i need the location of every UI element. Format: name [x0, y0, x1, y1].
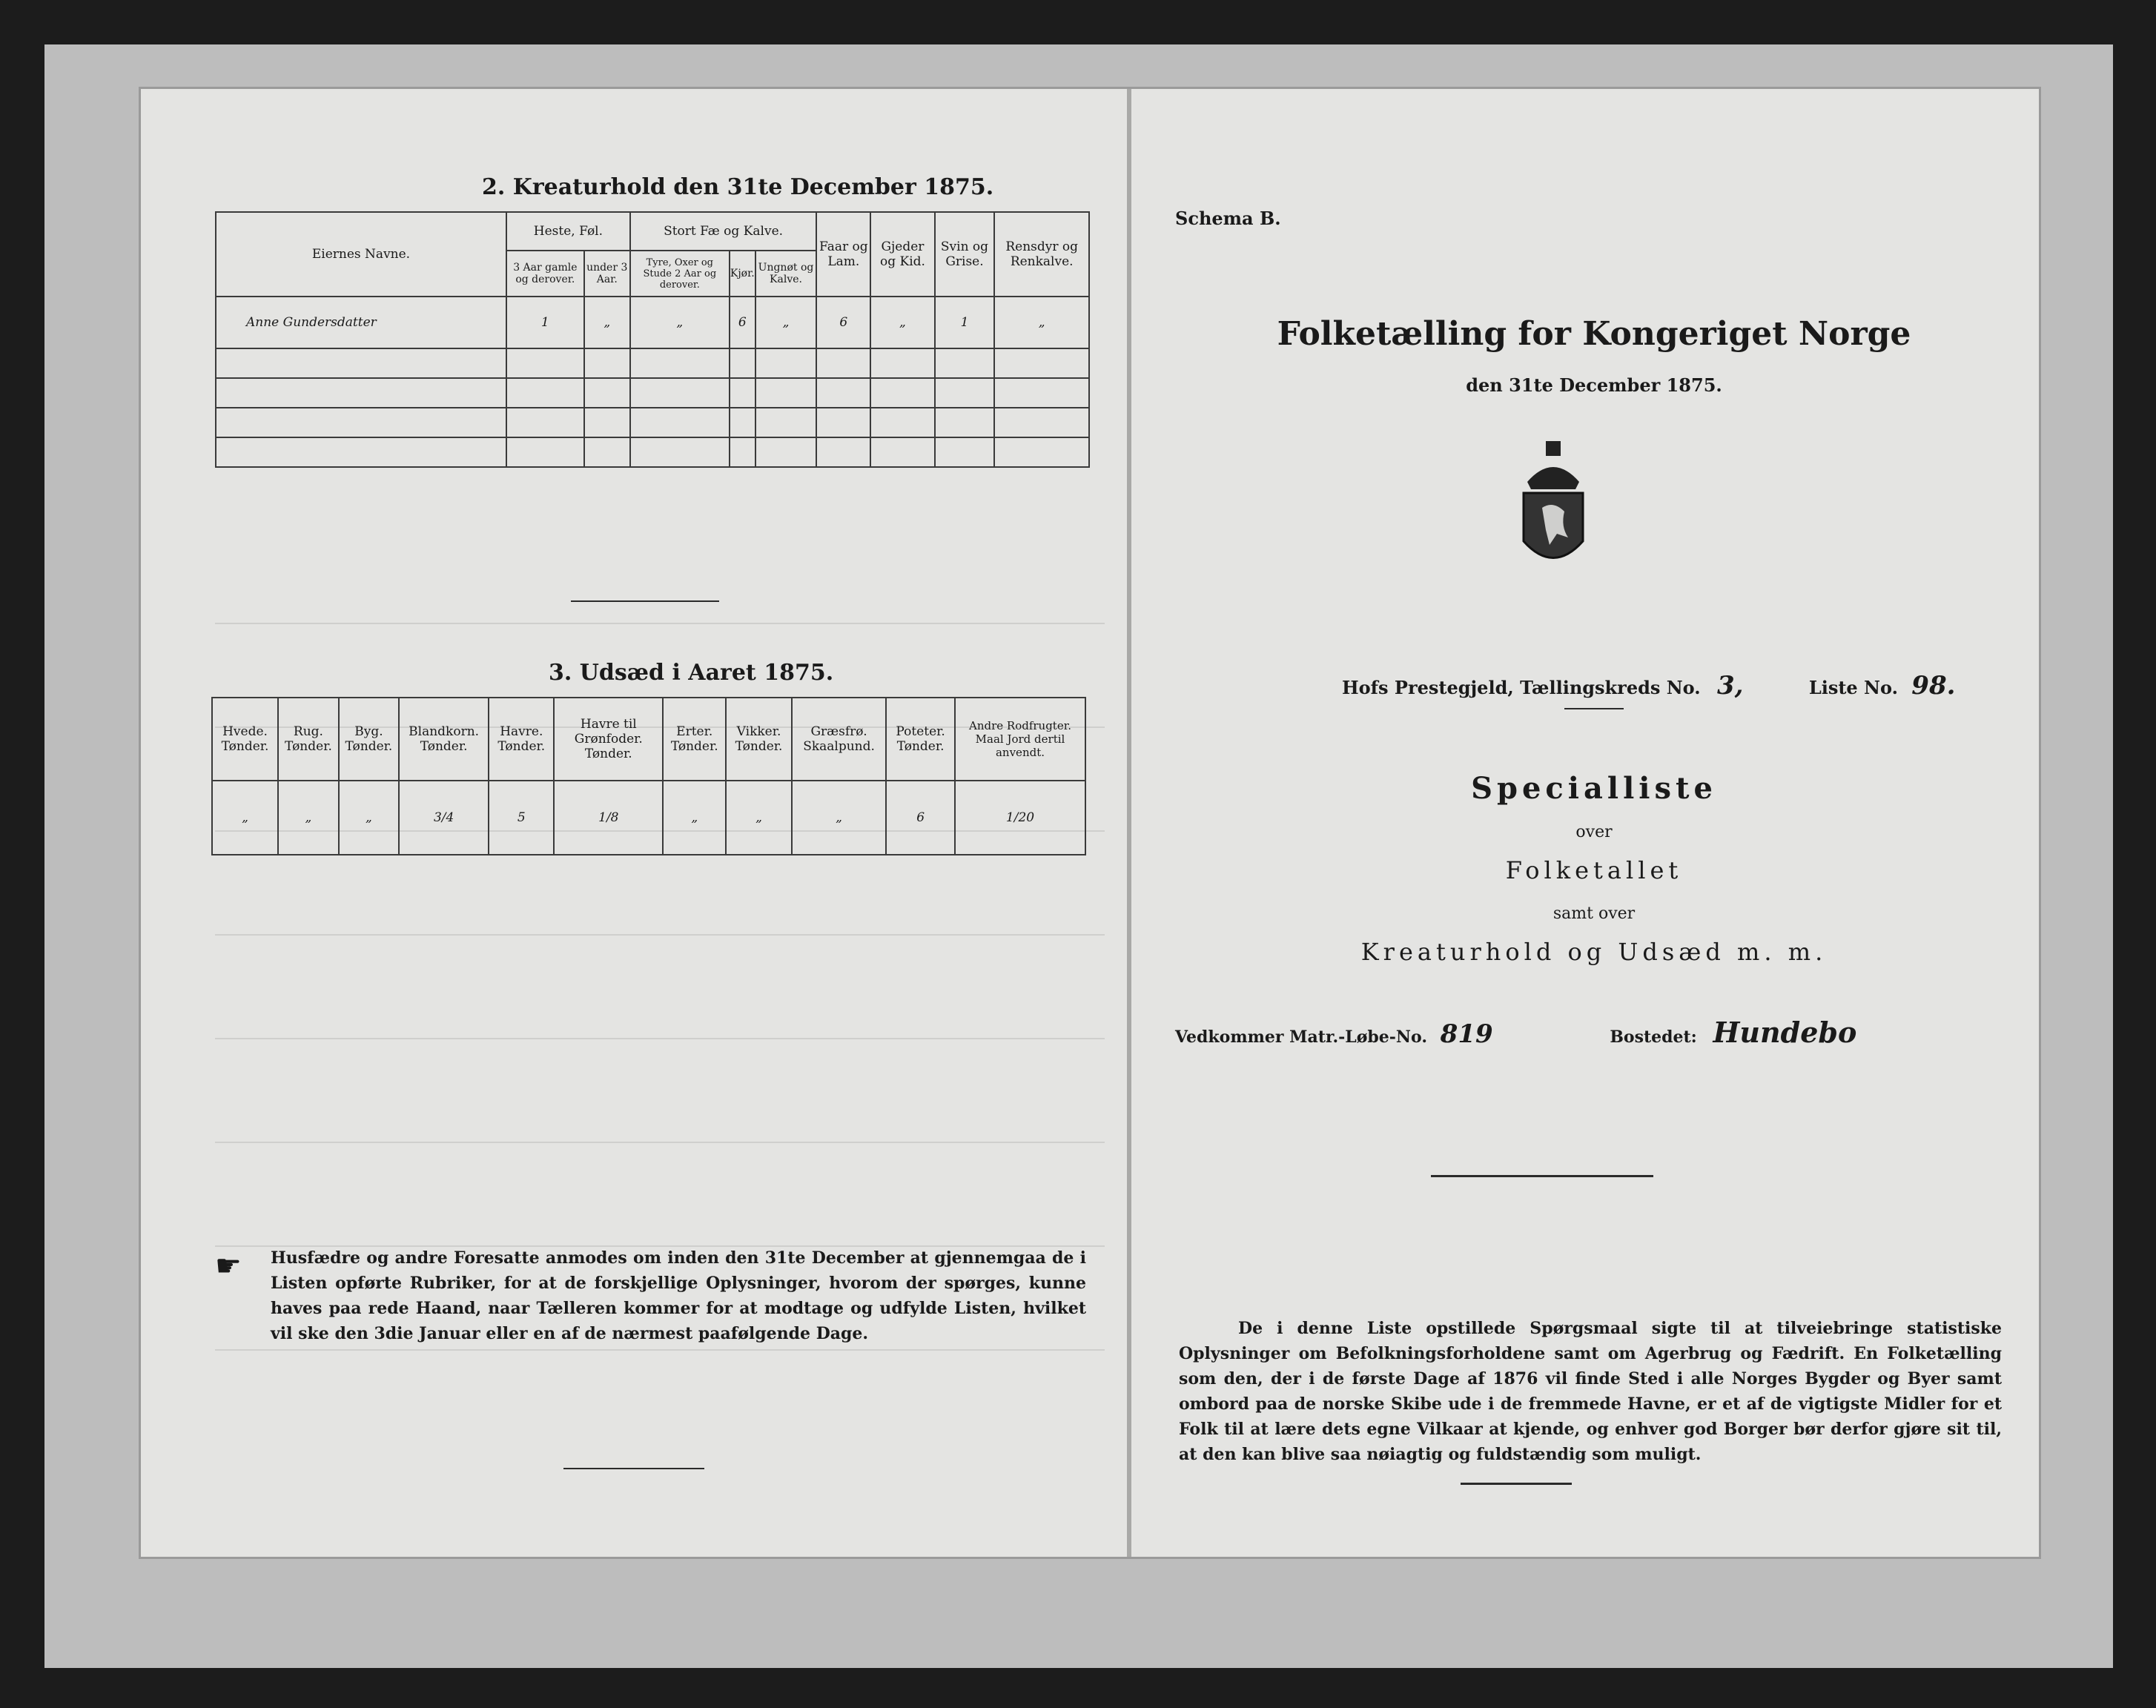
folketallet-heading: Folketallet [1505, 856, 1683, 884]
col-rensdyr: Rensdyr og Renkalve. [994, 212, 1089, 297]
heste-a-cell: 1 [506, 297, 584, 348]
stort-c-cell: „ [755, 297, 817, 348]
sow-val-6: 1/8 [554, 781, 663, 855]
col-gjeder: Gjeder og Kid. [870, 212, 934, 297]
over-label-2: samt over [1552, 904, 1636, 923]
instructions-note: Husfædre og andre Foresatte anmodes om inden den 31te December at gjennemgaa de i Listen opførte Rubriker, for at de forskjellige Oplysninger, hvorom der spørges, kunne haves paa rede Haand, naar Tælleren kommer for at modtage og udfylde Listen, hvilket vil ske den 3die Januar eller en af de nærmest paafølgende Dage. [271, 1248, 1086, 1343]
separator-rule [1461, 1483, 1572, 1485]
table-row [216, 297, 1089, 348]
separator-rule [563, 1468, 704, 1469]
sow-col-3: Byg. Tønder. [339, 698, 399, 781]
sowing-table [211, 697, 1086, 855]
sow-val-2: „ [278, 781, 339, 855]
separator-rule [1431, 1175, 1653, 1177]
matr-row [1175, 1016, 1856, 1049]
matr-value: 819 [1440, 1019, 1493, 1049]
sow-val-10: 6 [886, 781, 955, 855]
sow-val-3: „ [339, 781, 399, 855]
livestock-table [215, 211, 1090, 468]
sow-col-7: Erter. Tønder. [663, 698, 726, 781]
col-svin: Svin og Grise. [935, 212, 995, 297]
ghost-line [215, 1038, 1105, 1039]
rensdyr-cell: „ [994, 297, 1089, 348]
sow-col-5: Havre. Tønder. [489, 698, 554, 781]
table-row [212, 781, 1085, 855]
prestegjeld-value: Hofs [1342, 677, 1389, 698]
table-row [216, 348, 1089, 378]
col-stort: Stort Fæ og Kalve. [630, 212, 817, 251]
gjeder-cell: „ [870, 297, 934, 348]
section3-title: 3. Udsæd i Aaret 1875. [549, 660, 834, 686]
sow-val-5: 5 [489, 781, 554, 855]
schema-label: Schema B. [1175, 208, 1281, 229]
kreaturhold-heading: Kreaturhold og Udsæd m. m. [1360, 938, 1828, 966]
stort-b-cell: 6 [730, 297, 755, 348]
sow-col-9: Græsfrø. Skaalpund. [792, 698, 886, 781]
sow-val-7: „ [663, 781, 726, 855]
table-row [216, 408, 1089, 437]
sow-col-1: Hvede. Tønder. [212, 698, 278, 781]
ghost-line [215, 1349, 1105, 1351]
page-fold [1127, 89, 1131, 1557]
kreds-value: 3, [1716, 671, 1744, 701]
sow-col-10: Poteter. Tønder. [886, 698, 955, 781]
specialliste-heading: Specialliste [1471, 771, 1717, 806]
pointing-hand-icon: ☛ [215, 1249, 242, 1283]
table-row [216, 437, 1089, 467]
prestegjeld-label: Prestegjeld, Tællingskreds No. [1394, 677, 1701, 698]
faar-cell: 6 [816, 297, 870, 348]
liste-value: 98. [1911, 671, 1956, 701]
sow-col-6: Havre til Grønfoder. Tønder. [554, 698, 663, 781]
ghost-line [215, 1142, 1105, 1143]
liste-label: Liste No. [1808, 677, 1898, 698]
explanatory-paragraph: De i denne Liste opstillede Spørgsmaal sigte til at tilveiebringe statistiske Oplysninger om Befolkningsforholdene samt om Agerbrug og Fædrift. En Folketælling som den, der i de første Dage af 1876 vil finde Sted i alle Norges Bygder og Byer samt ombord paa de norske Skibe ude i de fremmede Havne, er et af de vigtigste Midler for et Folk til at lære dets egne Vilkaar at kjende, og enhver god Borger bør derfor gjøre sit til, at den kan blive saa nøiagtig og fuldstændig som muligt. [1179, 1319, 2002, 1464]
svin-cell: 1 [935, 297, 995, 348]
coat-of-arms-icon [1512, 437, 1594, 578]
col-heste-b: under 3 Aar. [584, 251, 630, 297]
bosted-label: Bostedet: [1610, 1027, 1697, 1047]
census-sheet [141, 89, 2039, 1557]
sow-val-4: 3/4 [399, 781, 489, 855]
col-faar: Faar og Lam. [816, 212, 870, 297]
stort-a-cell: „ [630, 297, 730, 348]
sow-val-8: „ [726, 781, 792, 855]
section2-title: 2. Kreaturhold den 31te December 1875. [482, 174, 994, 200]
separator-rule [1564, 708, 1624, 709]
sow-col-8: Vikker. Tønder. [726, 698, 792, 781]
col-owner-name: Eiernes Navne. [216, 212, 506, 297]
sow-col-4: Blandkorn. Tønder. [399, 698, 489, 781]
bosted-value: Hundebo [1713, 1016, 1857, 1049]
ghost-line [215, 934, 1105, 936]
owner-name-cell: Anne Gundersdatter [216, 297, 506, 348]
census-subtitle: den 31te December 1875. [1466, 374, 1722, 396]
table-row [216, 378, 1089, 408]
matr-label: Vedkommer Matr.-Løbe-No. [1175, 1027, 1427, 1047]
col-stort-c: Ungnøt og Kalve. [755, 251, 817, 297]
sow-col-11: Andre Rodfrugter. Maal Jord dertil anvendt. [955, 698, 1085, 781]
over-label-1: over [1575, 823, 1613, 841]
sow-val-11: 1/20 [955, 781, 1085, 855]
separator-rule [571, 600, 719, 602]
heste-b-cell: „ [584, 297, 630, 348]
sow-val-1: „ [212, 781, 278, 855]
sow-col-2: Rug. Tønder. [278, 698, 339, 781]
col-stort-b: Kjør. [730, 251, 755, 297]
col-stort-a: Tyre, Oxer og Stude 2 Aar og derover. [630, 251, 730, 297]
col-heste-a: 3 Aar gamle og derover. [506, 251, 584, 297]
prestegjeld-row [1342, 671, 1955, 701]
sow-val-9: „ [792, 781, 886, 855]
col-heste: Heste, Føl. [506, 212, 630, 251]
ghost-line [215, 623, 1105, 624]
census-title: Folketælling for Kongeriget Norge [1277, 315, 1911, 353]
